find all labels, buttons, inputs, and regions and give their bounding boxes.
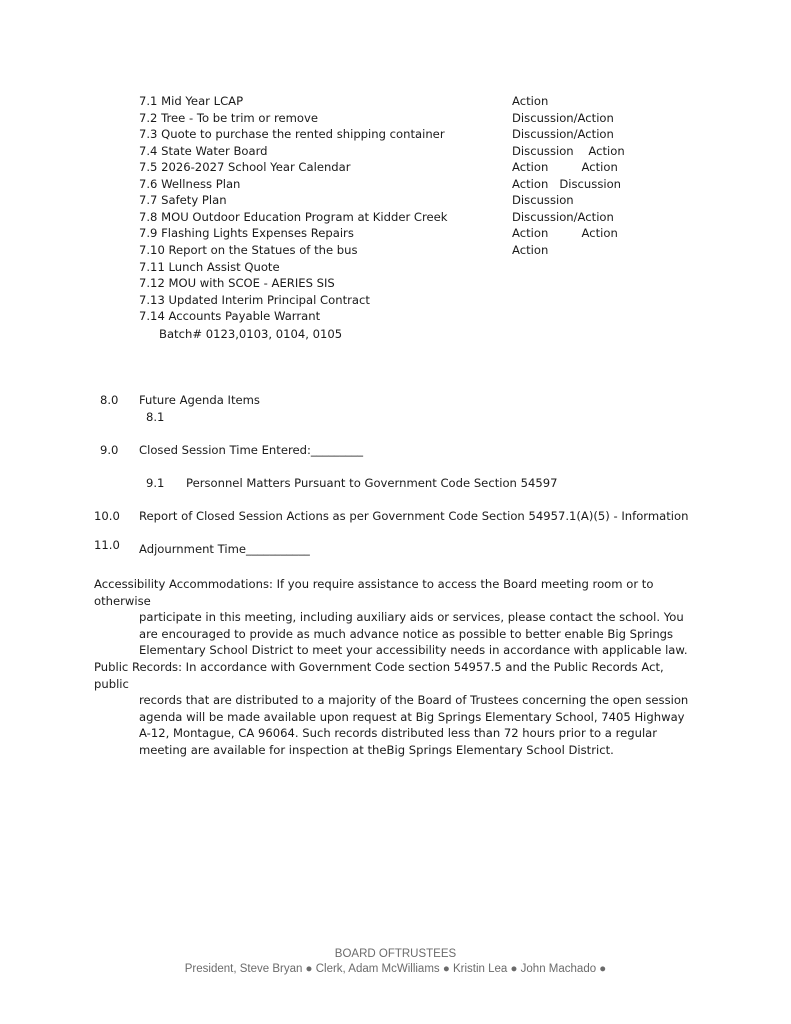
agenda-item-label: 7.10 Report on the Statues of the bus [139, 242, 358, 257]
section-9-1-title: Personnel Matters Pursuant to Government Code Section 54597 [186, 476, 558, 490]
agenda-item-label: 7.11 Lunch Assist Quote [139, 259, 280, 274]
section-8-number: 8.0 [100, 393, 119, 407]
section-9-title: Closed Session Time Entered:_________ [139, 443, 364, 457]
agenda-item-status: Discussion Action [512, 143, 625, 158]
agenda-item-status: Action [512, 242, 549, 257]
agenda-item-label: 7.2 Tree - To be trim or remove [139, 110, 318, 125]
agenda-item-status: Discussion/Action [512, 209, 614, 224]
section-8-1-number: 8.1 [146, 410, 165, 424]
section-10-number: 10.0 [94, 509, 120, 523]
section-11-title: Adjournment Time___________ [139, 542, 310, 556]
section-11-number: 11.0 [94, 538, 120, 552]
agenda-item-label: 7.12 MOU with SCOE - AERIES SIS [139, 276, 335, 291]
agenda-item-label: 7.3 Quote to purchase the rented shipping container [139, 127, 445, 142]
accessibility-first-line: Accessibility Accommodations: If you require assistance to access the Board meeting room or to otherwise [94, 577, 654, 608]
agenda-item-status: Discussion [512, 193, 574, 208]
footer-title: BOARD OFTRUSTEES [334, 948, 457, 960]
agenda-item-label: 7.4 State Water Board [139, 143, 268, 158]
accessibility-paragraph [94, 576, 694, 659]
public-records-continuation: records that are distributed to a majority of the Board of Trustees concerning the open session agenda will be made available upon request at Big Springs Elementary School, 7405 Highway A-12, Montague, CA 96064. Such records distributed less than 72 hours prior to a regular meeting are available for inspection at theBig Springs Elementary School District. [139, 693, 689, 757]
batch-line: Batch# 0123,0103, 0104, 0105 [159, 327, 343, 341]
section-9-1-number: 9.1 [146, 476, 165, 490]
agenda-item-status: Discussion/Action [512, 127, 614, 142]
agenda-item-label: 7.7 Safety Plan [139, 193, 227, 208]
agenda-item-label: 7.5 2026-2027 School Year Calendar [139, 160, 351, 175]
agenda-item-status: Discussion/Action [512, 110, 614, 125]
footer-members: President, Steve Bryan ● Clerk, Adam McWilliams ● Kristin Lea ● John Machado ● [184, 963, 607, 975]
agenda-item-label: 7.9 Flashing Lights Expenses Repairs [139, 226, 354, 241]
agenda-item-label: 7.13 Updated Interim Principal Contract [139, 292, 370, 307]
accessibility-continuation: participate in this meeting, including auxiliary aids or services, please contact the school. You are encouraged to provide as much advance notice as possible to better enable Big Springs Elementary School District to meet your accessibility needs in accordance with applicable law. [139, 610, 688, 658]
section-9-number: 9.0 [100, 443, 119, 457]
agenda-item-label: 7.1 Mid Year LCAP [139, 94, 244, 108]
agenda-item-status: Action Action [512, 226, 618, 241]
agenda-item-status: Action [512, 94, 549, 108]
agenda-item-label: 7.6 Wellness Plan [139, 176, 241, 191]
public-records-first-line: Public Records: In accordance with Government Code section 54957.5 and the Public Records Act, public [94, 660, 664, 691]
agenda-item-label: 7.8 MOU Outdoor Education Program at Kidder Creek [139, 209, 448, 224]
section-10-title: Report of Closed Session Actions as per Government Code Section 54957.1(A)(5) - Information [139, 509, 689, 523]
public-records-paragraph [94, 659, 694, 759]
agenda-item-status: Action Action [512, 160, 618, 175]
agenda-item-status: Action Discussion [512, 176, 622, 191]
agenda-item-label: 7.14 Accounts Payable Warrant [139, 309, 321, 324]
section-8-title: Future Agenda Items [139, 393, 260, 407]
